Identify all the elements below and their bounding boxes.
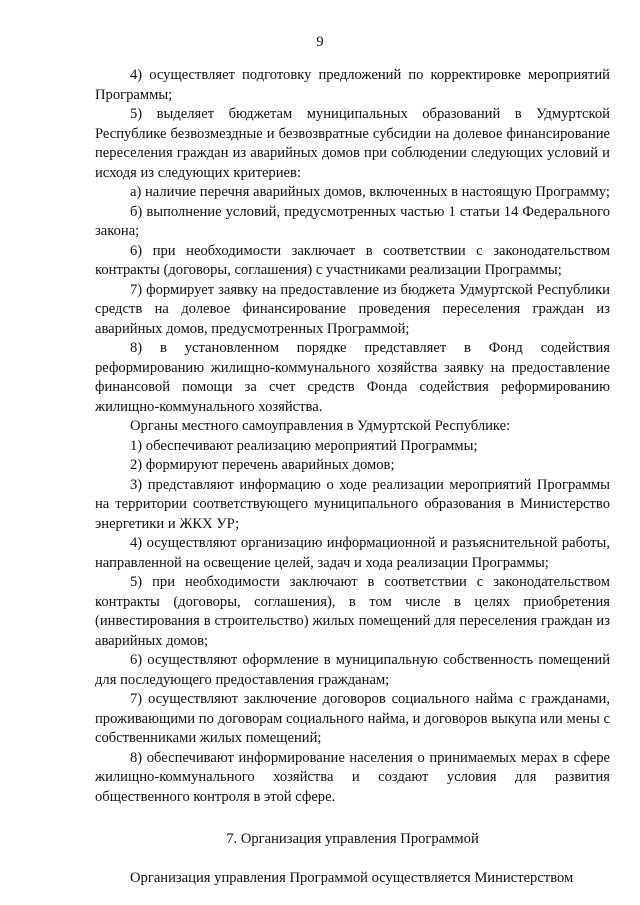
paragraph: 1) обеспечивают реализацию мероприятий Программы; <box>130 437 478 454</box>
paragraph: 7) осуществляют заключение договоров социального найма с гражданами, проживающими по договорам социального найма, и договоров выкупа или мены с собственниками жилых помещений; <box>95 691 610 746</box>
paragraph: 4) осуществляют организацию информационной и разъяснительной работы, направленной на освещение целей, задач и хода реализации Программы; <box>95 535 610 571</box>
closing-paragraph: Организация управления Программой осуществляется Министерством <box>130 869 574 886</box>
paragraph: 5) выделяет бюджетам муниципальных образований в Удмуртской Республике безвозмездные и безвозвратные субсидии на долевое финансирование переселения граждан из аварийных домов при соблюдении следующих условий и исходя из следующих критериев: <box>95 106 610 181</box>
paragraph: 7) формирует заявку на предоставление из бюджета Удмуртской Республики средств на долевое финансирование проведения переселения граждан из аварийных домов, предусмотренных Программой; <box>95 281 610 337</box>
paragraph: 8) обеспечивают информирование населения о принимаемых мерах в сфере жилищно-коммунального хозяйства и создают условия для развития общественного контроля в этой сфере. <box>95 749 610 805</box>
paragraph: 5) при необходимости заключают в соответствии с законодательством контракты (договоры, соглашения), в том числе в целях приобретения (инвестирования в строительство) жилых помещений для переселения граждан из аварийных домов; <box>95 574 610 649</box>
document-body <box>95 66 610 888</box>
paragraph: 4) осуществляет подготовку предложений по корректировке мероприятий Программы; <box>95 67 610 103</box>
paragraph: 6) осуществляют оформление в муниципальную собственность помещений для последующего предоставления гражданам; <box>95 652 610 688</box>
paragraph: 3) представляют информацию о ходе реализации мероприятий Программы на территории соответствующего муниципального образования в Министерство энергетики и ЖКХ УР; <box>95 476 610 532</box>
paragraph: 2) формируют перечень аварийных домов; <box>130 457 395 473</box>
paragraph: 8) в установленном порядке представляет в Фонд содействия реформированию жилищно-коммунального хозяйства заявку на предоставление финансовой помощи за счет средств Фонда содействия реформированию жилищно-коммунального хозяйства. <box>95 340 610 415</box>
section-heading: 7. Организация управления Программой <box>226 831 479 847</box>
paragraph: 6) при необходимости заключает в соответствии с законодательством контракты (договоры, соглашения) с участниками реализации Программы; <box>95 242 610 278</box>
paragraph: Органы местного самоуправления в Удмуртской Республике: <box>130 418 511 434</box>
page-number: 9 <box>316 34 324 50</box>
paragraph: а) наличие перечня аварийных домов, включенных в настоящую Программу; <box>130 184 610 200</box>
paragraph: б) выполнение условий, предусмотренных частью 1 статьи 14 Федерального закона; <box>95 203 610 239</box>
